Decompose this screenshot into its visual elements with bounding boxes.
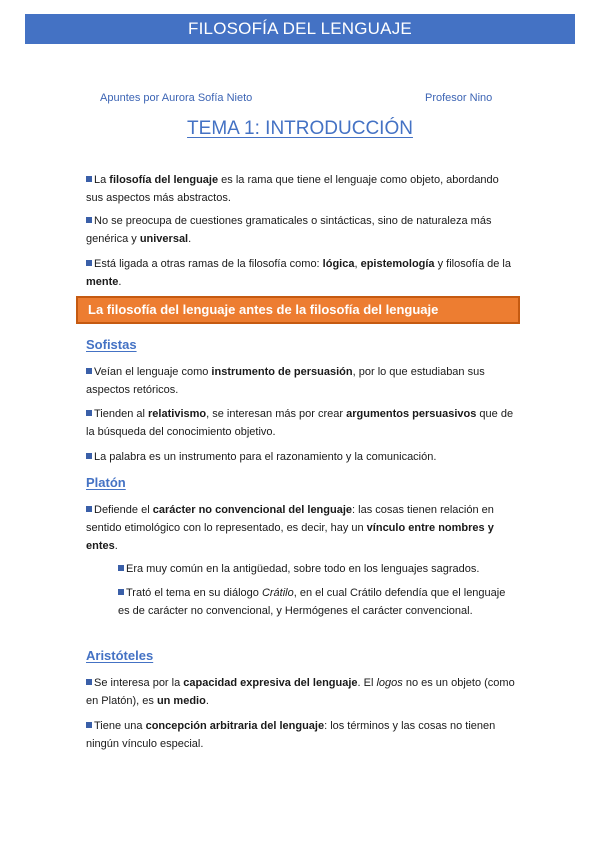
platon-heading: Platón xyxy=(86,475,126,490)
square-bullet-icon xyxy=(86,453,92,459)
aristoteles-item: Se interesa por la capacidad expresiva del lenguaje. El logos no es un objeto (como en Platón), es un medio. xyxy=(86,677,515,707)
intro-paragraph: Está ligada a otras ramas de la filosofía como: lógica, epistemología y filosofía de la mente. xyxy=(86,258,511,288)
sofistas-item: Tienden al relativismo, se interesan más por crear argumentos persuasivos que de la búsqueda del conocimiento objetivo. xyxy=(86,408,514,438)
sofistas-item: Veían el lenguaje como instrumento de persuasión, por lo que estudiaban sus aspectos retóricos. xyxy=(86,366,485,396)
sofistas-heading: Sofistas xyxy=(86,337,137,352)
section-heading-box: La filosofía del lenguaje antes de la filosofía del lenguaje xyxy=(76,296,520,324)
square-bullet-icon xyxy=(118,565,124,571)
square-bullet-icon xyxy=(118,589,124,595)
author-credit: Apuntes por Aurora Sofía Nieto xyxy=(100,92,253,104)
square-bullet-icon xyxy=(86,260,92,266)
intro-paragraph: No se preocupa de cuestiones gramaticales o sintácticas, sino de naturaleza más genérica y universal. xyxy=(86,215,492,245)
square-bullet-icon xyxy=(86,679,92,685)
platon-subitem: Trató el tema en su diálogo Crátilo, en el cual Crátilo defendía que el lenguaje es de carácter no convencional, y Hermógenes el carácter convencional. xyxy=(118,587,506,617)
aristoteles-heading: Aristóteles xyxy=(86,648,154,663)
square-bullet-icon xyxy=(86,368,92,374)
intro-paragraph: La filosofía del lenguaje es la rama que tiene el lenguaje como objeto, abordando sus aspectos más abstractos. xyxy=(86,174,499,204)
platon-item: Defiende el carácter no convencional del lenguaje: las cosas tienen relación en sentido etimológico con lo representado, es decir, hay un vínculo entre nombres y entes. xyxy=(86,504,494,552)
square-bullet-icon xyxy=(86,506,92,512)
square-bullet-icon xyxy=(86,176,92,182)
aristoteles-item: Tiene una concepción arbitraria del lenguaje: los términos y las cosas no tienen ningún vínculo especial. xyxy=(86,720,496,750)
topic-title: TEMA 1: INTRODUCCIÓN xyxy=(187,118,413,139)
professor-credit: Profesor Nino xyxy=(425,92,493,104)
square-bullet-icon xyxy=(86,410,92,416)
sofistas-item: La palabra es un instrumento para el razonamiento y la comunicación. xyxy=(86,448,516,466)
platon-subitem: Era muy común en la antigüedad, sobre todo en los lenguajes sagrados. xyxy=(118,560,518,578)
document-title-banner: FILOSOFÍA DEL LENGUAJE xyxy=(25,14,575,44)
square-bullet-icon xyxy=(86,722,92,728)
square-bullet-icon xyxy=(86,217,92,223)
